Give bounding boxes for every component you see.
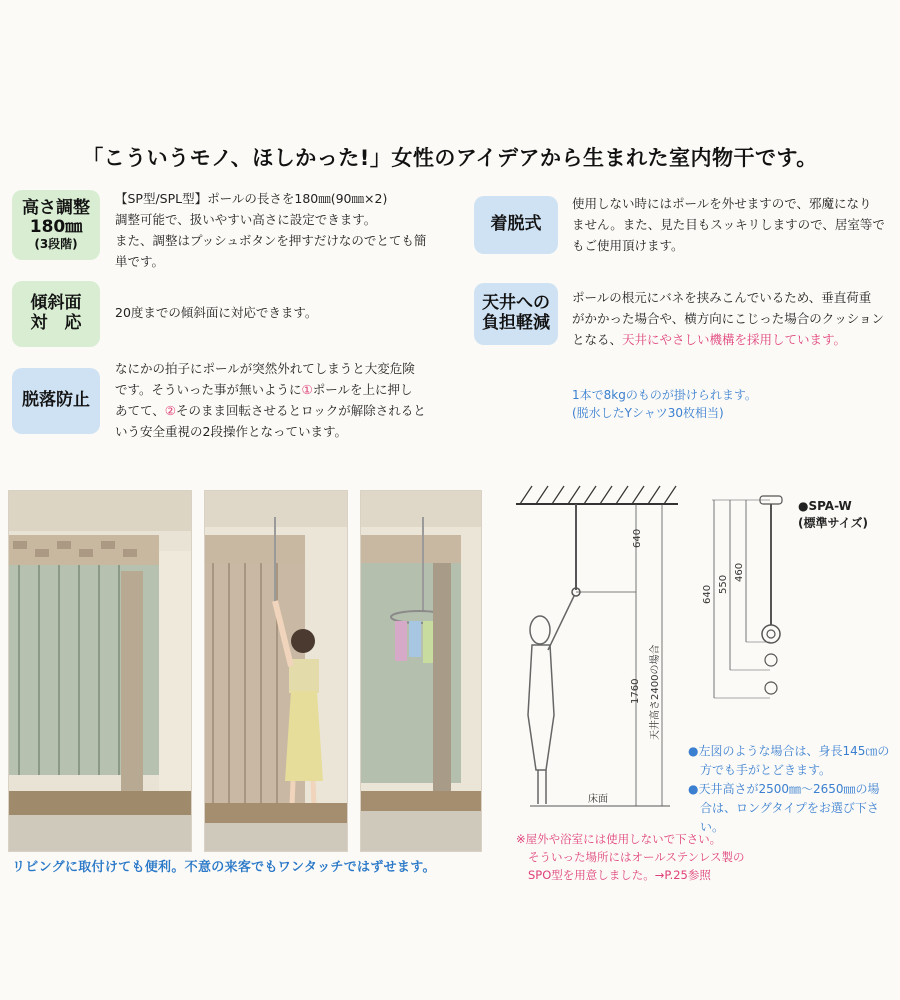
badge-label: 180㎜ [29, 217, 83, 238]
text-span: ポールを上に押し [312, 382, 413, 397]
photo-woman-reaching-pole [204, 490, 348, 852]
badge-label: 天井への [482, 293, 550, 314]
text-line: ポールの根元にバネを挟みこんでいるため、垂直荷重 [572, 290, 872, 305]
text-line: なにかの拍子にポールが突然外れてしまうと大変危険 [115, 361, 415, 376]
text-line: がかかった場合や、横方向にこじった場合のクッション [572, 311, 885, 326]
text-line: 1本で8kgのものが掛けられます。 [572, 388, 757, 402]
badge-label: 高さ調整 [22, 197, 90, 218]
text-line: ません。また、見た目もスッキリしますので、居室等で [572, 217, 885, 232]
page-headline: 「こういうモノ、ほしかった!」女性のアイデアから生まれた室内物干です。 [82, 146, 818, 170]
dim-1760: 1760 [630, 678, 641, 704]
feature-text-slope: 20度までの傾斜面に対応できます。 [115, 305, 318, 320]
badge-fall-prevention [12, 368, 100, 434]
warning-note [516, 830, 745, 884]
photo-laundry-hanging [360, 490, 482, 852]
note-line: ●左図のような場合は、身長145㎝の [688, 744, 890, 758]
badge-label: 着脱式 [490, 214, 542, 235]
photo-living-room-1 [8, 490, 192, 852]
text-line: また、調整はプッシュボタンを押すだけなのでとても簡 [115, 233, 427, 248]
badge-label: (3段階) [34, 236, 78, 251]
text-line: 使用しない時にはポールを外せますので、邪魔になり [572, 196, 872, 211]
installation-diagram [510, 480, 690, 830]
feature-text-ceiling [572, 287, 884, 350]
feature-text-height [115, 188, 426, 272]
product-dim-640: 640 [702, 584, 713, 604]
warning-line: そういった場所にはオールステンレス製の [528, 850, 745, 864]
note-line: ●天井高さが2500㎜～2650㎜の場 [688, 782, 880, 796]
badge-label: 脱落防止 [22, 390, 90, 411]
text-line [115, 400, 426, 421]
text-line: いう安全重視の2段操作となっています。 [115, 424, 347, 439]
model-name: ●SPA-W [798, 499, 852, 513]
text-line [115, 379, 426, 400]
feature-text-fall-prevention [115, 358, 426, 442]
badge-label: 対 応 [30, 313, 82, 333]
usage-notes [688, 742, 900, 837]
product-dim-460: 460 [734, 562, 745, 582]
badge-slope [12, 281, 100, 347]
badge-label: 負担軽減 [482, 313, 550, 333]
note-line: 合は、ロングタイプをお選び下さい。 [700, 801, 879, 834]
text-span: となる、 [572, 332, 623, 347]
text-line: もご使用頂けます。 [572, 238, 684, 253]
highlight-text: 天井にやさしい機構を採用しています。 [622, 332, 847, 347]
warning-line: ※屋外や浴室には使用しないで下さい。 [516, 832, 722, 846]
warning-line: SPO型を用意しました。→P.25参照 [528, 868, 711, 882]
capacity-note [572, 386, 757, 422]
badge-label: 傾斜面 [30, 293, 82, 314]
feature-text-detachable [572, 193, 885, 256]
note-line: 方でも手がとどきます。 [700, 763, 832, 777]
product-dim-550: 550 [718, 574, 729, 594]
badge-height-adjust [12, 190, 100, 260]
text-line: (脱水したYシャツ30枚相当) [572, 406, 724, 420]
text-line: 調整可能で、扱いやすい高さに設定できます。 [115, 212, 377, 227]
badge-ceiling-load [474, 283, 558, 345]
product-model [798, 498, 868, 532]
step-number: ② [164, 403, 176, 418]
text-line [572, 329, 884, 350]
text-span: そのまま回転させるとロックが解除されると [175, 403, 426, 418]
text-line: 単です。 [115, 254, 165, 269]
ceiling-height-label: 天井高さ2400の場合 [650, 644, 661, 740]
floor-label: 床面 [588, 794, 608, 805]
text-span: です。そういった事が無いように [115, 382, 302, 397]
dim-640: 640 [632, 528, 643, 548]
model-size: (標準サイズ) [798, 516, 869, 530]
step-number: ① [301, 382, 313, 397]
text-line: 【SP型/SPL型】ポールの長さを180㎜(90㎜×2) [115, 191, 388, 206]
text-span: あてて、 [115, 403, 165, 418]
badge-detachable [474, 196, 558, 254]
photo-caption: リビングに取付けても便利。不意の来客でもワンタッチではずせます。 [12, 860, 436, 875]
product-drawing [700, 490, 800, 715]
